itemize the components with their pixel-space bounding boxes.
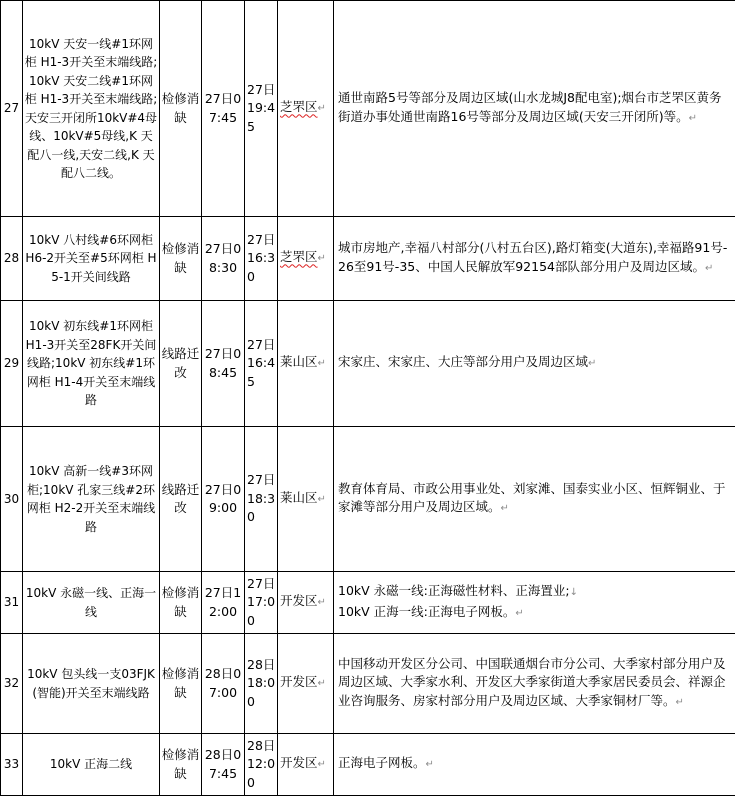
- affected-area: 通世南路5号等部分及周边区域(山水龙城J8配电室);烟台市芝罘区黄务街道办事处通世南路16号等部分及周边区域(天安三开闭所)等。↵: [334, 1, 735, 217]
- start-time: 27日08:45: [202, 301, 245, 427]
- area-line: 10kV 永磁一线:正海磁性材料、正海置业;↓: [338, 583, 578, 598]
- district: 开发区↵: [278, 734, 334, 796]
- row-number: 30: [1, 427, 23, 572]
- work-type: 检修消缺: [160, 572, 202, 634]
- district: 开发区↵: [278, 572, 334, 634]
- end-time: 27日18:30: [245, 427, 278, 572]
- start-time: 27日09:00: [202, 427, 245, 572]
- end-time: 27日16:45: [245, 301, 278, 427]
- line-section: 10kV 永磁一线、正海一线: [23, 572, 160, 634]
- work-type: 检修消缺: [160, 1, 202, 217]
- work-type: 线路迁改: [160, 427, 202, 572]
- table-row: [1, 634, 735, 734]
- district: 莱山区↵: [278, 301, 334, 427]
- end-time: 28日12:00: [245, 734, 278, 796]
- affected-area: 中国移动开发区分公司、中国联通烟台市分公司、大季家村部分用户及周边区域、大季家水利、开发区大季家街道大季家居民委员会、祥源企业咨询服务、房家村部分用户及周边区域、大季家铜材厂等。↵: [334, 634, 735, 734]
- row-number: 33: [1, 734, 23, 796]
- district: 芝罘区↵: [278, 1, 334, 217]
- table-row: [1, 572, 735, 634]
- affected-area: 宋家庄、宋家庄、大庄等部分用户及周边区域↵: [334, 301, 735, 427]
- table-row: [1, 734, 735, 796]
- start-time: 28日07:00: [202, 634, 245, 734]
- line-section: 10kV 八村线#6环网柜 H6-2开关至#5环网柜 H5-1开关间线路: [23, 217, 160, 301]
- start-time: 27日08:30: [202, 217, 245, 301]
- start-time: 27日12:00: [202, 572, 245, 634]
- end-time: 27日17:00: [245, 572, 278, 634]
- line-section: 10kV 初东线#1环网柜 H1-3开关至28FK开关间线路;10kV 初东线#1环网柜 H1-4开关至末端线路: [23, 301, 160, 427]
- table-row: [1, 427, 735, 572]
- affected-area: 教育体育局、市政公用事业处、刘家滩、国泰实业小区、恒辉铜业、于家滩等部分用户及周边区域。↵: [334, 427, 735, 572]
- table-row: [1, 217, 735, 301]
- district: 芝罘区↵: [278, 217, 334, 301]
- row-number: 32: [1, 634, 23, 734]
- row-number: 31: [1, 572, 23, 634]
- line-section: 10kV 包头线一支03FJK(智能)开关至末端线路: [23, 634, 160, 734]
- district: 开发区↵: [278, 634, 334, 734]
- affected-area: 城市房地产,幸福八村部分(八村五台区),路灯箱变(大道东),幸福路91号-26至91号-35、中国人民解放军92154部队部分用户及周边区域。↵: [334, 217, 735, 301]
- row-number: 29: [1, 301, 23, 427]
- work-type: 线路迁改: [160, 301, 202, 427]
- work-type: 检修消缺: [160, 734, 202, 796]
- table-row: [1, 301, 735, 427]
- work-type: 检修消缺: [160, 217, 202, 301]
- row-number: 28: [1, 217, 23, 301]
- row-number: 27: [1, 1, 23, 217]
- line-section: 10kV 正海二线: [23, 734, 160, 796]
- line-section: 10kV 天安一线#1环网柜 H1-3开关至末端线路;10kV 天安二线#1环网柜 H1-3开关至末端线路;天安三开闭所10kV#4母线、10kV#5母线,K 天配八一线,天安二线,K 天配八二线。: [23, 1, 160, 217]
- table-row: [1, 1, 735, 217]
- start-time: 28日07:45: [202, 734, 245, 796]
- affected-area: [334, 572, 735, 634]
- end-time: 27日19:45: [245, 1, 278, 217]
- district: 莱山区↵: [278, 427, 334, 572]
- area-line: 10kV 正海一线:正海电子网板。↵: [338, 603, 524, 619]
- end-time: 28日18:00: [245, 634, 278, 734]
- line-section: 10kV 高新一线#3环网柜;10kV 孔家三线#2环网柜 H2-2开关至末端线路: [23, 427, 160, 572]
- start-time: 27日07:45: [202, 1, 245, 217]
- work-type: 检修消缺: [160, 634, 202, 734]
- end-time: 27日16:30: [245, 217, 278, 301]
- affected-area: 正海电子网板。↵: [334, 734, 735, 796]
